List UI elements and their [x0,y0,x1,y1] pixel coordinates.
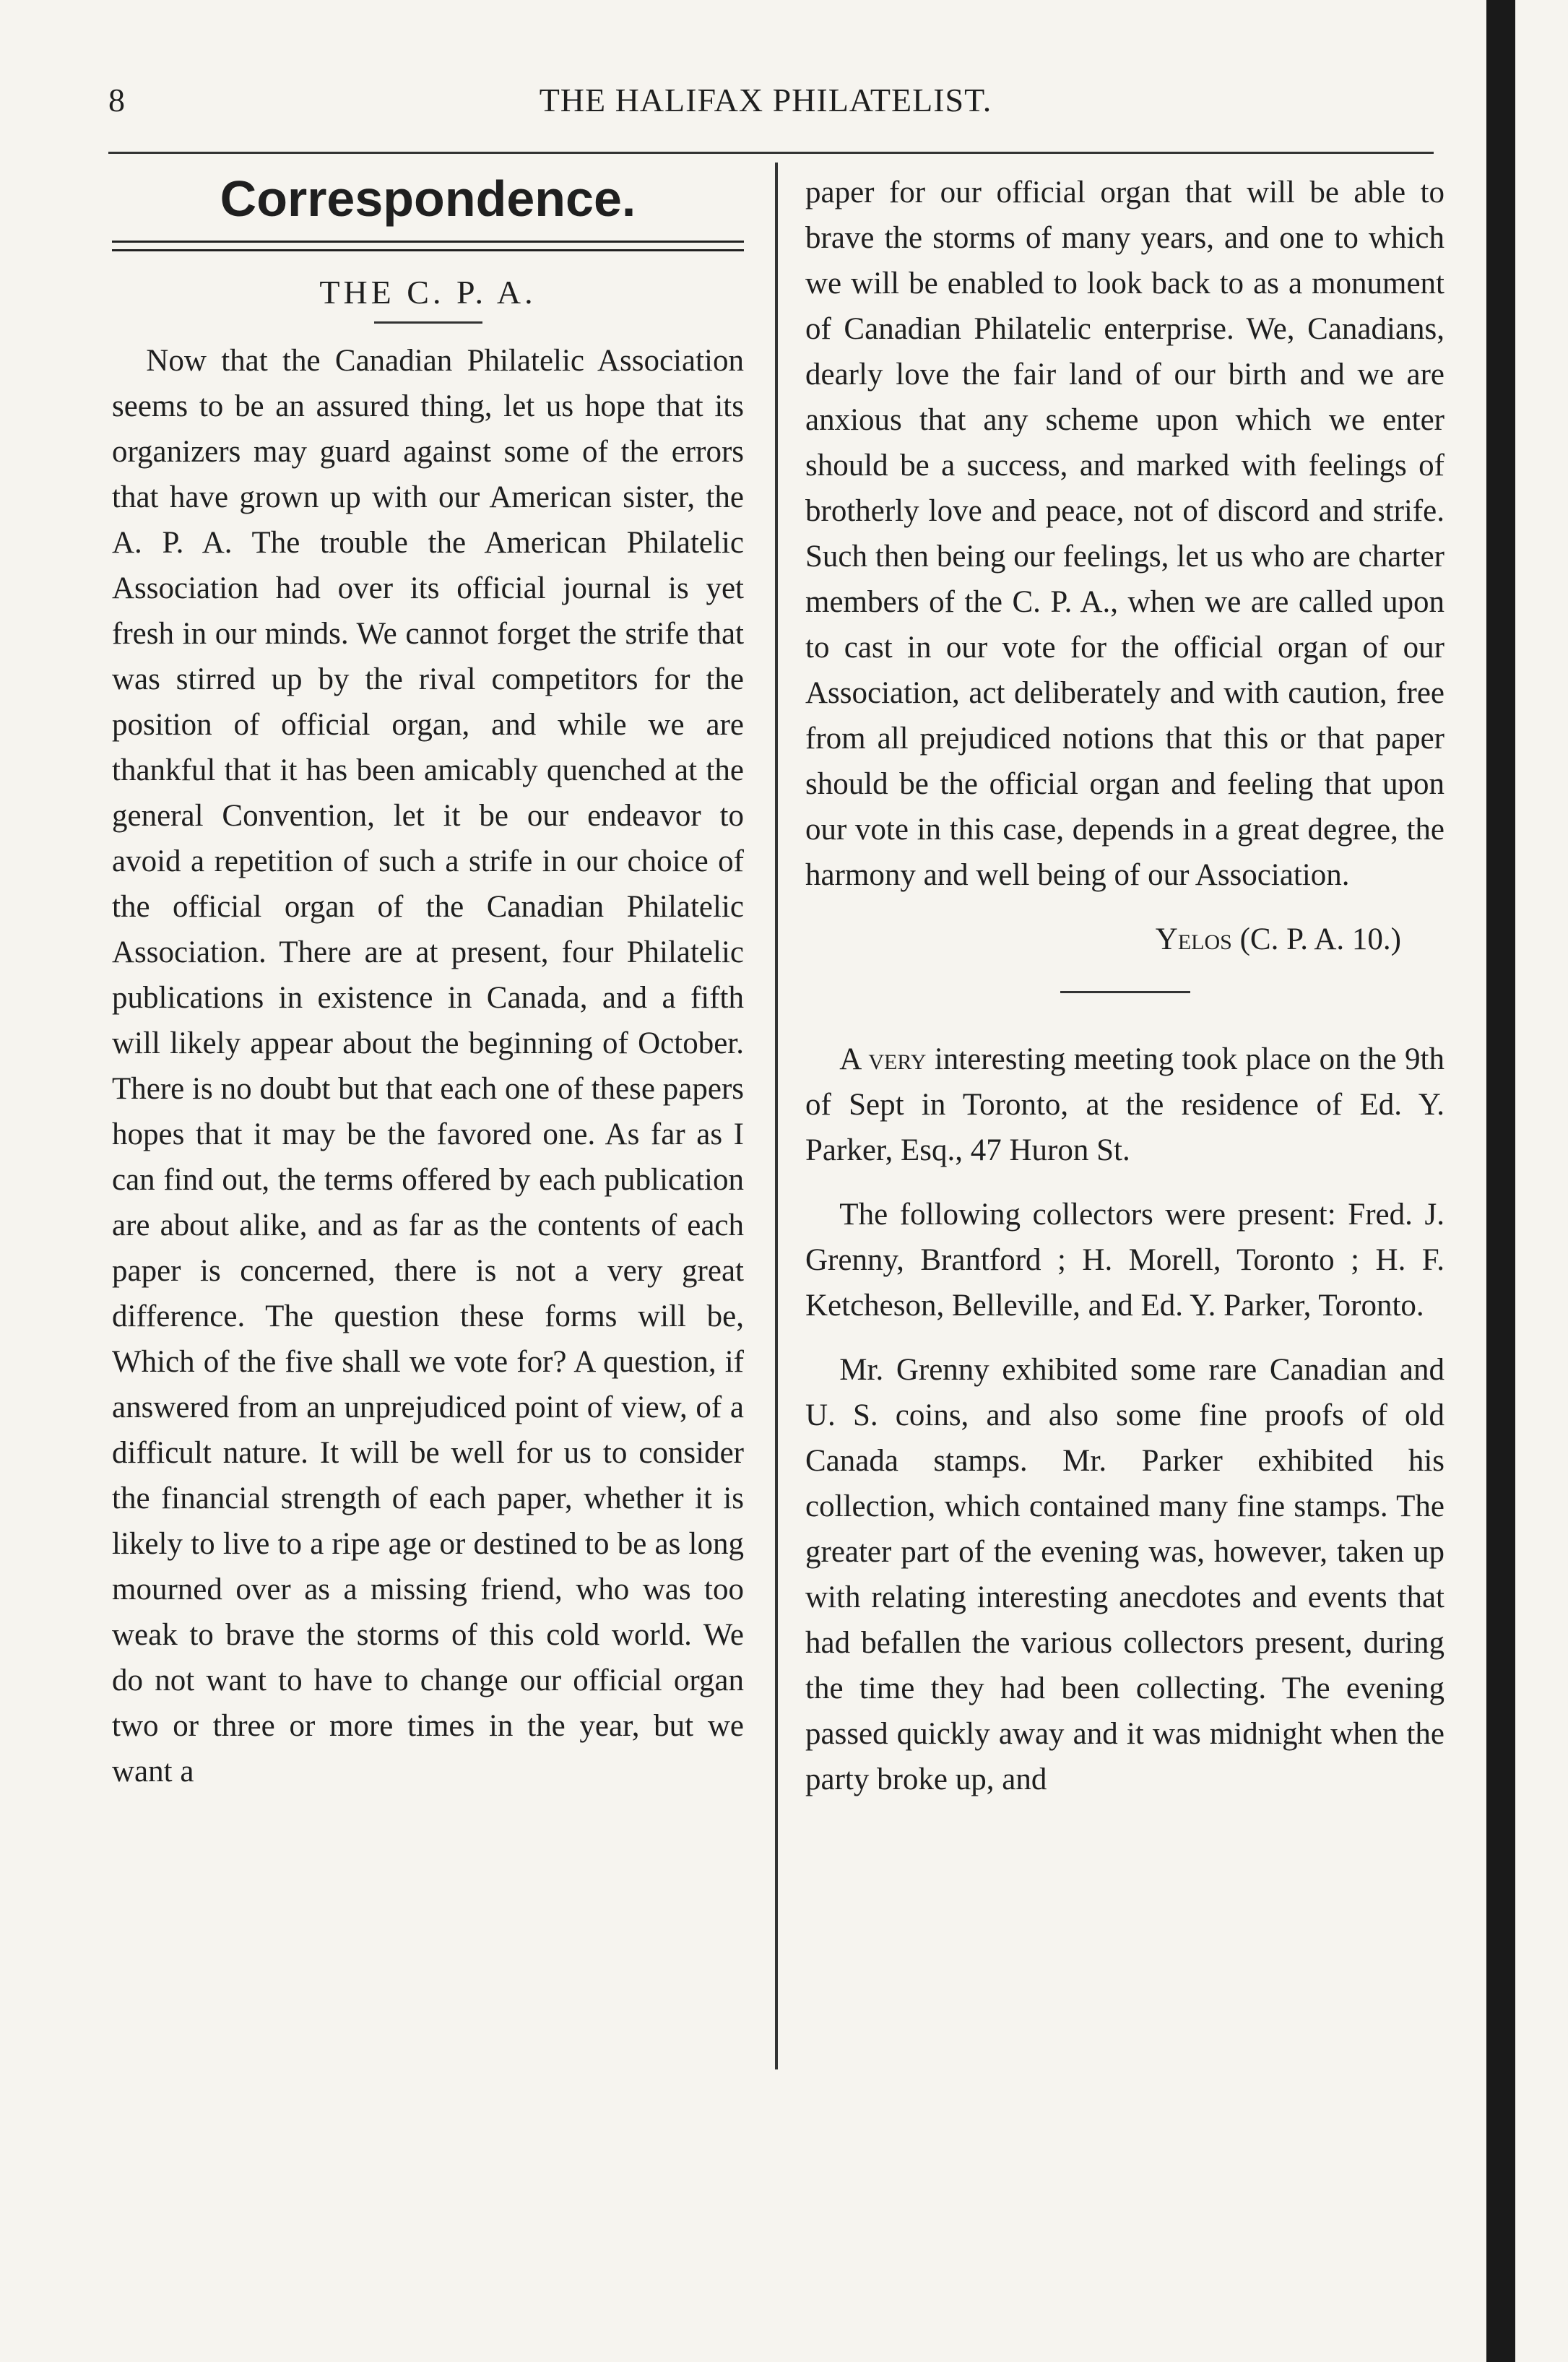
title-double-rule [112,241,744,251]
header-rule [108,152,1434,154]
subheading-rule [374,321,482,324]
page-number: 8 [108,82,125,118]
news-paragraph-2: The following collectors were present: Fred. J. Grenny, Brantford ; H. Morell, Toronto ; H. F. Ketcheson, Belleville, and Ed. Y. Parker, Toronto. [805,1198,1444,1323]
article-paragraph-right: paper for our official organ that will be able to brave the storms of many years, and one to which we will be enabled to look back to as a monument of Canadian Philatelic enterprise. We, Canadians, dearly love the fair land of our birth and we are anxious that any scheme upon which we enter should be a success, and marked with feelings of brotherly love and peace, not of discord and strife. Such then being our feelings, let us who are charter members of the C. P. A., when we are called upon to cast in our vote for the official organ of our Association, act deliberately and with caution, free from all prejudiced notions that this or that paper should be the official organ and feeling that upon our vote in this case, depends in a great degree, the harmony and well being of our Association. [805,176,1444,892]
article-subheading: THE C. P. A. [319,274,537,311]
news-paragraph-1-text: interesting meeting took place on the 9th of Sept in Toronto, at the residence of Ed. Y. Parker, Esq., 47 Huron St. [805,1042,1444,1167]
right-column [805,170,1444,1821]
article-signature: Yelos (C. P. A. 10.) [1155,922,1401,956]
page-header [108,72,1423,123]
news-paragraph-3: Mr. Grenny exhibited some rare Canadian and U. S. coins, and also some fine proofs of old Canada stamps. Mr. Parker exhibited his collection, which contained many fine stamps. The greater part of the evening was, however, taken up with relating interesting anecdotes and events that had befallen the various collectors present, during the time they had been collecting. The evening passed quickly away and it was midnight when the party broke up, and [805,1353,1444,1796]
section-separator-rule [1060,991,1190,993]
news-paragraph-1 [805,1037,1444,1173]
left-column [112,170,744,1813]
section-title: Correspondence. [220,170,636,227]
column-divider [775,163,778,2069]
news-lead-word: A very [839,1042,927,1076]
running-title: THE HALIFAX PHILATELIST. [539,82,992,118]
article-paragraph-left: Now that the Canadian Philatelic Association seems to be an assured thing, let us hope that its organizers may guard against some of the errors that have grown up with our American sister, the A. P. A. The trouble the American Philatelic Association had over its official journal is yet fresh in our minds. We cannot forget the strife that was stirred up by the rival competitors for the position of official organ, and while we are thankful that it has been amicably quenched at the general Convention, let it be our endeavor to avoid a repetition of such a strife in our choice of the official organ of the Canadian Philatelic Association. There are at present, four Philatelic publications in existence in Canada, and a fifth will likely appear about the beginning of October. There is no doubt but that each one of these papers hopes that it may be the favored one. As far as I can find out, the terms offered by each publication are about alike, and as far as the contents of each paper is concerned, there is not a very great difference. The question these forms will be, Which of the five shall we vote for? A question, if answered from an unprejudiced point of view, of a difficult nature. It will be well for us to consider the financial strength of each paper, whether it is likely to live to a ripe age or destined to be as long mourned over as a missing friend, who was too weak to brave the storms of this cold world. We do not want to have to change our official organ two or three or more times in the year, but we want a [112,344,744,1788]
scan-edge-bar [1486,0,1515,2362]
